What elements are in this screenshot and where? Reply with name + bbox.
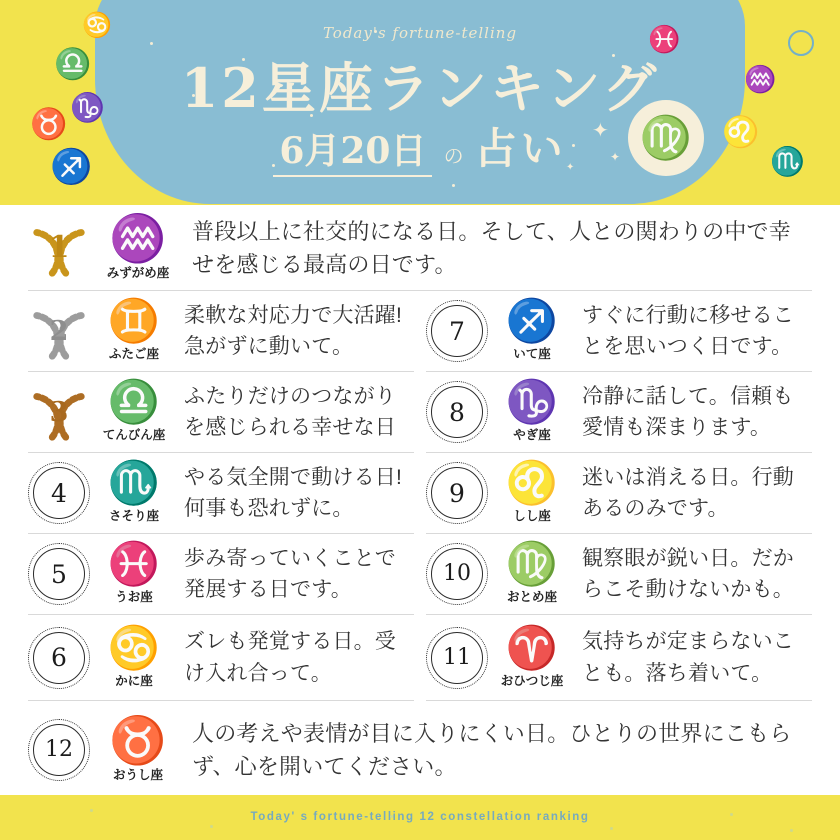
date-text: 6月20日 bbox=[273, 130, 432, 177]
capricorn-doodle-icon: ♑ bbox=[70, 92, 105, 123]
cancer-icon: ♋ bbox=[107, 623, 161, 671]
zodiac-entry-pisces bbox=[28, 534, 414, 615]
date-line bbox=[0, 113, 840, 176]
leo-doodle-icon: ♌ bbox=[722, 116, 760, 149]
ranking-list bbox=[0, 205, 840, 795]
constellation-dots bbox=[150, 42, 153, 45]
virgo-doodle-icon: ♍ bbox=[639, 113, 693, 161]
fortune-text: 観察眼が鋭い日。だからこそ動けないかも。 bbox=[582, 546, 794, 601]
date-particle: の bbox=[443, 144, 464, 168]
zodiac-symbol-block bbox=[92, 714, 184, 783]
rank-12-badge bbox=[28, 719, 90, 781]
header-banner bbox=[0, 0, 840, 205]
rank-number: 5 bbox=[51, 559, 67, 589]
leo-icon: ♌ bbox=[505, 459, 559, 506]
sign-label: みずがめ座 bbox=[106, 265, 170, 280]
zodiac-symbol-block bbox=[92, 211, 184, 281]
pisces-icon: ♓ bbox=[107, 540, 161, 587]
fortune-text: やる気全開で動ける日!何事も恐れずに。 bbox=[184, 465, 403, 520]
zodiac-entry-scorpio bbox=[28, 453, 414, 534]
fortune-text: ふたりだけのつながりを感じられる幸せな日 bbox=[184, 384, 396, 439]
sparkle-icon: ✦ bbox=[592, 120, 609, 142]
zodiac-symbol-block bbox=[92, 459, 176, 524]
rank-number: 4 bbox=[51, 478, 67, 508]
aquarius-icon: ♒ bbox=[109, 211, 167, 264]
zodiac-symbol-block bbox=[92, 540, 176, 605]
zodiac-entry-sagittarius bbox=[426, 291, 812, 372]
rank-5-badge bbox=[28, 543, 90, 605]
rank-7-badge bbox=[426, 300, 488, 362]
fortune-text: 人の考えや表情が目に入りにくい日。ひとりの世界にこもらず、心を開いてください。 bbox=[192, 721, 792, 779]
rank-number: 3 bbox=[49, 396, 69, 428]
ornate-ring-icon bbox=[33, 548, 85, 600]
scorpio-doodle-icon: ♏ bbox=[770, 146, 805, 177]
zodiac-symbol-block bbox=[490, 378, 574, 443]
pisces-doodle-icon: ♓ bbox=[648, 24, 681, 54]
zodiac-symbol-block bbox=[490, 540, 574, 605]
ornate-ring-icon bbox=[33, 632, 85, 684]
sign-label: しし座 bbox=[513, 509, 551, 523]
rank-9-badge bbox=[426, 462, 488, 524]
zodiac-entry-cancer bbox=[28, 615, 414, 701]
ornate-ring-icon bbox=[33, 724, 85, 776]
sign-label: おうし座 bbox=[112, 768, 163, 782]
footer-text: Today' s fortune-telling 12 constellation ranking bbox=[250, 811, 590, 823]
two-column-area bbox=[28, 291, 812, 701]
zodiac-symbol-block bbox=[92, 297, 176, 362]
fortune-text: 普段以上に社交的になる日。そして、人との関わりの中で幸せを感じる最高の日です。 bbox=[192, 218, 791, 277]
rank-number: 8 bbox=[449, 397, 465, 427]
ornate-ring-icon bbox=[431, 386, 483, 438]
fortune-text: 気持ちが定まらないことも。落ち着いて。 bbox=[582, 630, 794, 685]
sign-label: やぎ座 bbox=[513, 428, 551, 442]
zodiac-entry-libra bbox=[28, 372, 414, 453]
ornate-ring-icon bbox=[431, 467, 483, 519]
constellation-dots bbox=[90, 809, 93, 812]
fortune-text: ズレも発覚する日。受け入れ合って。 bbox=[184, 630, 396, 685]
zodiac-symbol-block bbox=[490, 297, 574, 362]
zodiac-symbol-block bbox=[490, 459, 574, 524]
libra-icon: ♎ bbox=[107, 378, 161, 425]
rank-number: 7 bbox=[449, 316, 465, 346]
ornate-ring-icon bbox=[431, 548, 483, 600]
zodiac-entry-aries bbox=[426, 615, 812, 701]
capricorn-icon: ♑ bbox=[505, 378, 559, 425]
zodiac-entry-leo bbox=[426, 453, 812, 534]
sign-label: かに座 bbox=[115, 673, 153, 688]
sign-label: てんびん座 bbox=[102, 428, 166, 442]
sign-label: いて座 bbox=[513, 347, 551, 361]
aries-icon: ♈ bbox=[505, 623, 559, 671]
zodiac-entry-gemini bbox=[28, 291, 414, 372]
fortune-text: 歩み寄っていくことで発展する日です。 bbox=[184, 546, 396, 601]
rank-number: 9 bbox=[449, 478, 465, 508]
zodiac-symbol-block bbox=[92, 623, 176, 689]
sagittarius-doodle-icon: ♐ bbox=[50, 148, 93, 186]
rank-2-badge bbox=[28, 300, 90, 362]
zodiac-symbol-block bbox=[490, 623, 574, 689]
page-title: 12星座ランキング bbox=[180, 56, 660, 120]
gemini-icon: ♊ bbox=[107, 297, 161, 344]
taurus-doodle-icon: ♉ bbox=[30, 108, 68, 141]
ornate-ring-icon bbox=[431, 305, 483, 357]
virgo-icon: ♍ bbox=[505, 540, 559, 587]
sagittarius-icon: ♐ bbox=[505, 297, 559, 344]
sign-label: うお座 bbox=[115, 590, 153, 604]
sign-label: ふたご座 bbox=[108, 347, 159, 361]
sign-label: さそり座 bbox=[108, 509, 159, 523]
sparkle-icon: ✦ bbox=[610, 150, 621, 164]
rank-number: 6 bbox=[51, 643, 67, 672]
zodiac-entry-capricorn bbox=[426, 372, 812, 453]
zodiac-entry-taurus bbox=[28, 701, 812, 799]
fortune-text: すぐに行動に移せることを思いつく日です。 bbox=[582, 303, 794, 358]
fortune-text: 冷静に話して。信頼も愛情も深まります。 bbox=[582, 384, 794, 439]
rank-number: 2 bbox=[49, 315, 69, 347]
fortune-text: 迷いは消える日。行動あるのみです。 bbox=[582, 465, 794, 520]
aquarius-doodle-icon: ♒ bbox=[744, 64, 777, 94]
ornate-ring-icon bbox=[431, 632, 483, 684]
rank-number: 1 bbox=[48, 229, 70, 265]
libra-doodle-icon: ♎ bbox=[54, 48, 92, 81]
rank-10-badge bbox=[426, 543, 488, 605]
scorpio-icon: ♏ bbox=[107, 459, 161, 506]
ornate-ring-icon bbox=[33, 467, 85, 519]
rank-number: 10 bbox=[443, 561, 471, 586]
rank-number: 12 bbox=[45, 737, 73, 762]
cancer-doodle-icon: ♋ bbox=[82, 12, 112, 39]
zodiac-entry-virgo bbox=[426, 534, 812, 615]
footer-banner bbox=[0, 795, 840, 840]
rank-number: 11 bbox=[443, 644, 471, 670]
rank-11-badge bbox=[426, 627, 488, 689]
rank-6-badge bbox=[28, 627, 90, 689]
sparkle-icon: ✦ bbox=[566, 162, 575, 173]
sign-label: おひつじ座 bbox=[500, 673, 564, 688]
zodiac-entry-aquarius bbox=[28, 205, 812, 291]
fortune-text: 柔軟な対応力で大活躍!急がずに動いて。 bbox=[184, 303, 403, 358]
rank-8-badge bbox=[426, 381, 488, 443]
header-script-title: Today's fortune-telling bbox=[322, 24, 518, 42]
zodiac-symbol-block bbox=[92, 378, 176, 443]
sign-label: おとめ座 bbox=[506, 590, 557, 604]
rank-1-badge bbox=[28, 217, 90, 279]
date-suffix: 占い bbox=[474, 124, 567, 173]
right-column bbox=[418, 291, 812, 701]
rank-4-badge bbox=[28, 462, 90, 524]
left-column bbox=[28, 291, 418, 701]
taurus-icon: ♉ bbox=[109, 714, 167, 766]
rank-3-badge bbox=[28, 381, 90, 443]
